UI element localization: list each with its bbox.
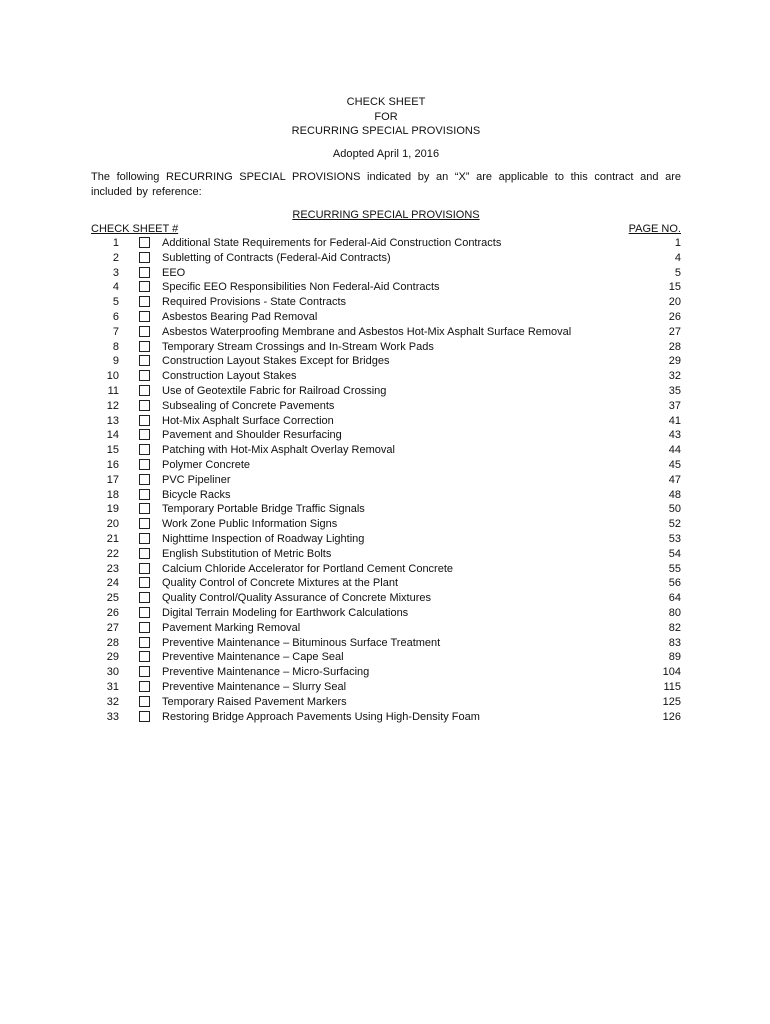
document-page bbox=[91, 95, 681, 724]
check-sheet-number: 33 bbox=[106, 710, 119, 723]
check-sheet-number: 21 bbox=[106, 532, 119, 545]
applicability-checkbox[interactable] bbox=[139, 400, 150, 411]
provision-row bbox=[91, 488, 681, 503]
applicability-checkbox[interactable] bbox=[139, 711, 150, 722]
check-sheet-number: 27 bbox=[106, 621, 119, 634]
provision-title: Nighttime Inspection of Roadway Lighting bbox=[162, 532, 365, 545]
provision-row bbox=[91, 414, 681, 429]
provision-row bbox=[91, 458, 681, 473]
provision-row bbox=[91, 517, 681, 532]
page-number: 45 bbox=[668, 458, 681, 471]
page-number: 53 bbox=[668, 532, 681, 545]
provision-row bbox=[91, 532, 681, 547]
provision-row bbox=[91, 251, 681, 266]
provision-title: Quality Control of Concrete Mixtures at the Plant bbox=[162, 577, 398, 590]
applicability-checkbox[interactable] bbox=[139, 444, 150, 455]
page-number: 4 bbox=[674, 251, 681, 264]
applicability-checkbox[interactable] bbox=[139, 237, 150, 248]
provision-row bbox=[91, 384, 681, 399]
provision-row bbox=[91, 443, 681, 458]
page-number: 41 bbox=[668, 414, 681, 427]
provision-title: Asbestos Waterproofing Membrane and Asbestos Hot-Mix Asphalt Surface Removal bbox=[162, 325, 572, 338]
check-sheet-number: 32 bbox=[106, 695, 119, 708]
check-sheet-number: 15 bbox=[106, 444, 119, 457]
provision-row bbox=[91, 547, 681, 562]
applicability-checkbox[interactable] bbox=[139, 696, 150, 707]
provision-title: Polymer Concrete bbox=[162, 458, 251, 471]
applicability-checkbox[interactable] bbox=[139, 503, 150, 514]
page-number-column-header: PAGE NO. bbox=[628, 223, 681, 235]
provision-row bbox=[91, 295, 681, 310]
applicability-checkbox[interactable] bbox=[139, 385, 150, 396]
check-sheet-number: 23 bbox=[106, 562, 119, 575]
applicability-checkbox[interactable] bbox=[139, 459, 150, 470]
provision-title: Quality Control/Quality Assurance of Concrete Mixtures bbox=[162, 592, 432, 605]
provision-title: Temporary Portable Bridge Traffic Signals bbox=[162, 503, 365, 516]
check-sheet-number: 17 bbox=[106, 473, 119, 486]
applicability-checkbox[interactable] bbox=[139, 281, 150, 292]
applicability-checkbox[interactable] bbox=[139, 651, 150, 662]
check-sheet-column-header: CHECK SHEET # bbox=[91, 223, 179, 235]
check-sheet-number: 31 bbox=[106, 680, 119, 693]
provision-row bbox=[91, 621, 681, 636]
provision-title: Additional State Requirements for Federal-Aid Construction Contracts bbox=[162, 237, 502, 249]
page-number: 126 bbox=[662, 710, 681, 723]
page-number: 43 bbox=[668, 429, 681, 442]
check-sheet-number: 28 bbox=[106, 636, 119, 649]
page-number: 50 bbox=[668, 503, 681, 516]
provision-row bbox=[91, 325, 681, 340]
page-number: 5 bbox=[674, 266, 681, 279]
provision-title: Pavement Marking Removal bbox=[162, 621, 301, 634]
provision-title: Preventive Maintenance – Slurry Seal bbox=[162, 680, 347, 693]
provision-list bbox=[91, 236, 681, 724]
provision-title: Required Provisions - State Contracts bbox=[162, 296, 347, 309]
provision-row bbox=[91, 428, 681, 443]
page-number: 115 bbox=[663, 680, 681, 693]
page-number: 125 bbox=[662, 695, 681, 708]
title-line-3: RECURRING SPECIAL PROVISIONS bbox=[291, 125, 481, 137]
check-sheet-number: 20 bbox=[106, 518, 119, 531]
check-sheet-number: 13 bbox=[106, 414, 119, 427]
check-sheet-number: 16 bbox=[106, 458, 119, 471]
applicability-checkbox[interactable] bbox=[139, 548, 150, 559]
applicability-checkbox[interactable] bbox=[139, 666, 150, 677]
provision-row bbox=[91, 665, 681, 680]
check-sheet-number: 9 bbox=[112, 355, 119, 368]
applicability-checkbox[interactable] bbox=[139, 681, 150, 692]
provision-row bbox=[91, 340, 681, 355]
page-number: 15 bbox=[668, 281, 681, 294]
provision-title: Calcium Chloride Accelerator for Portland Cement Concrete bbox=[162, 562, 454, 575]
applicability-checkbox[interactable] bbox=[139, 311, 150, 322]
applicability-checkbox[interactable] bbox=[139, 296, 150, 307]
applicability-checkbox[interactable] bbox=[139, 326, 150, 337]
provision-title: Temporary Stream Crossings and In-Stream Work Pads bbox=[162, 340, 434, 353]
applicability-checkbox[interactable] bbox=[139, 533, 150, 544]
applicability-checkbox[interactable] bbox=[139, 592, 150, 603]
applicability-checkbox[interactable] bbox=[139, 429, 150, 440]
provision-row bbox=[91, 502, 681, 517]
provision-row bbox=[91, 310, 681, 325]
applicability-checkbox[interactable] bbox=[139, 607, 150, 618]
provision-row bbox=[91, 680, 681, 695]
provision-title: Digital Terrain Modeling for Earthwork Calculations bbox=[162, 606, 409, 619]
provision-row bbox=[91, 236, 681, 251]
page-number: 26 bbox=[668, 310, 681, 323]
check-sheet-number: 2 bbox=[112, 251, 119, 264]
provision-title: Preventive Maintenance – Cape Seal bbox=[162, 651, 344, 664]
page-number: 64 bbox=[668, 592, 681, 605]
page-number: 55 bbox=[668, 562, 681, 575]
applicability-checkbox[interactable] bbox=[139, 637, 150, 648]
applicability-checkbox[interactable] bbox=[139, 370, 150, 381]
check-sheet-number: 8 bbox=[112, 340, 119, 353]
provision-row bbox=[91, 562, 681, 577]
check-sheet-number: 14 bbox=[106, 429, 119, 442]
applicability-checkbox[interactable] bbox=[139, 267, 150, 278]
provision-title: Use of Geotextile Fabric for Railroad Crossing bbox=[162, 384, 387, 397]
check-sheet-number: 1 bbox=[112, 237, 119, 249]
provision-row bbox=[91, 606, 681, 621]
provision-title: Hot-Mix Asphalt Surface Correction bbox=[162, 414, 334, 427]
page-number: 27 bbox=[668, 325, 681, 338]
provision-title: Subsealing of Concrete Pavements bbox=[162, 399, 335, 412]
page-number: 37 bbox=[668, 399, 681, 412]
check-sheet-number: 24 bbox=[106, 577, 119, 590]
provision-title: Patching with Hot-Mix Asphalt Overlay Removal bbox=[162, 444, 395, 457]
page-number: 35 bbox=[668, 384, 681, 397]
check-sheet-number: 18 bbox=[106, 488, 119, 501]
page-number: 89 bbox=[668, 651, 681, 664]
provision-title: Specific EEO Responsibilities Non Federal-Aid Contracts bbox=[162, 281, 440, 294]
page-number: 56 bbox=[668, 577, 681, 590]
provision-row bbox=[91, 576, 681, 591]
check-sheet-number: 5 bbox=[112, 296, 119, 309]
provision-row bbox=[91, 710, 681, 725]
check-sheet-number: 3 bbox=[112, 266, 119, 279]
page-number: 44 bbox=[668, 444, 681, 457]
provision-title: Asbestos Bearing Pad Removal bbox=[162, 310, 318, 323]
provision-title: Preventive Maintenance – Micro-Surfacing bbox=[162, 666, 370, 679]
check-sheet-number: 10 bbox=[106, 370, 119, 383]
title-line-2: FOR bbox=[374, 110, 398, 123]
page-number: 80 bbox=[668, 606, 681, 619]
provision-row bbox=[91, 280, 681, 295]
page-number: 1 bbox=[674, 237, 681, 249]
check-sheet-number: 29 bbox=[106, 651, 119, 664]
applicability-checkbox[interactable] bbox=[139, 341, 150, 352]
check-sheet-number: 6 bbox=[112, 310, 119, 323]
check-sheet-number: 19 bbox=[106, 503, 119, 516]
applicability-checkbox[interactable] bbox=[139, 622, 150, 633]
page-number: 47 bbox=[668, 473, 681, 486]
provision-row bbox=[91, 354, 681, 369]
check-sheet-number: 26 bbox=[106, 606, 119, 619]
page-number: 104 bbox=[662, 666, 681, 679]
check-sheet-number: 30 bbox=[106, 666, 119, 679]
check-sheet-number: 12 bbox=[106, 399, 119, 412]
provision-title: Construction Layout Stakes bbox=[162, 370, 297, 383]
page-number: 48 bbox=[668, 488, 681, 501]
check-sheet-number: 7 bbox=[112, 325, 119, 338]
page-number: 28 bbox=[668, 340, 681, 353]
page-number: 52 bbox=[668, 518, 681, 531]
applicability-checkbox[interactable] bbox=[139, 489, 150, 500]
provision-title: Subletting of Contracts (Federal-Aid Contracts) bbox=[162, 251, 391, 264]
applicability-checkbox[interactable] bbox=[139, 252, 150, 263]
check-sheet-number: 22 bbox=[106, 547, 119, 560]
provision-row bbox=[91, 636, 681, 651]
title-line-1: CHECK SHEET bbox=[346, 96, 426, 108]
section-heading: RECURRING SPECIAL PROVISIONS bbox=[292, 209, 480, 221]
provision-row bbox=[91, 399, 681, 414]
provision-title: Temporary Raised Pavement Markers bbox=[162, 695, 347, 708]
provision-title: English Substitution of Metric Bolts bbox=[162, 547, 332, 560]
applicability-checkbox[interactable] bbox=[139, 474, 150, 485]
check-sheet-number: 25 bbox=[106, 592, 119, 605]
page-number: 29 bbox=[668, 355, 681, 368]
page-number: 82 bbox=[668, 621, 681, 634]
provision-title: EEO bbox=[162, 266, 186, 279]
page-number: 32 bbox=[668, 370, 681, 383]
provision-row bbox=[91, 650, 681, 665]
intro-paragraph: The following RECURRING SPECIAL PROVISIONS indicated by an “X” are applicable to this contract and are included by reference: bbox=[91, 171, 681, 198]
provision-title: PVC Pipeliner bbox=[162, 473, 231, 486]
column-headers bbox=[91, 222, 681, 236]
page-number: 54 bbox=[668, 547, 681, 560]
provision-title: Work Zone Public Information Signs bbox=[162, 518, 338, 531]
check-sheet-number: 11 bbox=[107, 384, 119, 397]
applicability-checkbox[interactable] bbox=[139, 518, 150, 529]
page-number: 20 bbox=[668, 296, 681, 309]
provision-title: Preventive Maintenance – Bituminous Surface Treatment bbox=[162, 636, 441, 649]
applicability-checkbox[interactable] bbox=[139, 355, 150, 366]
title-block bbox=[91, 95, 681, 161]
provision-title: Restoring Bridge Approach Pavements Using High-Density Foam bbox=[162, 710, 480, 723]
provision-title: Pavement and Shoulder Resurfacing bbox=[162, 429, 342, 442]
provision-row bbox=[91, 473, 681, 488]
adopted-date: Adopted April 1, 2016 bbox=[332, 147, 440, 160]
provision-title: Bicycle Racks bbox=[162, 488, 231, 501]
check-sheet-number: 4 bbox=[112, 281, 119, 294]
page-number: 83 bbox=[668, 636, 681, 649]
provision-row bbox=[91, 695, 681, 710]
provision-row bbox=[91, 591, 681, 606]
applicability-checkbox[interactable] bbox=[139, 577, 150, 588]
provision-title: Construction Layout Stakes Except for Bridges bbox=[162, 355, 390, 368]
applicability-checkbox[interactable] bbox=[139, 563, 150, 574]
provision-row bbox=[91, 266, 681, 281]
applicability-checkbox[interactable] bbox=[139, 415, 150, 426]
provision-row bbox=[91, 369, 681, 384]
